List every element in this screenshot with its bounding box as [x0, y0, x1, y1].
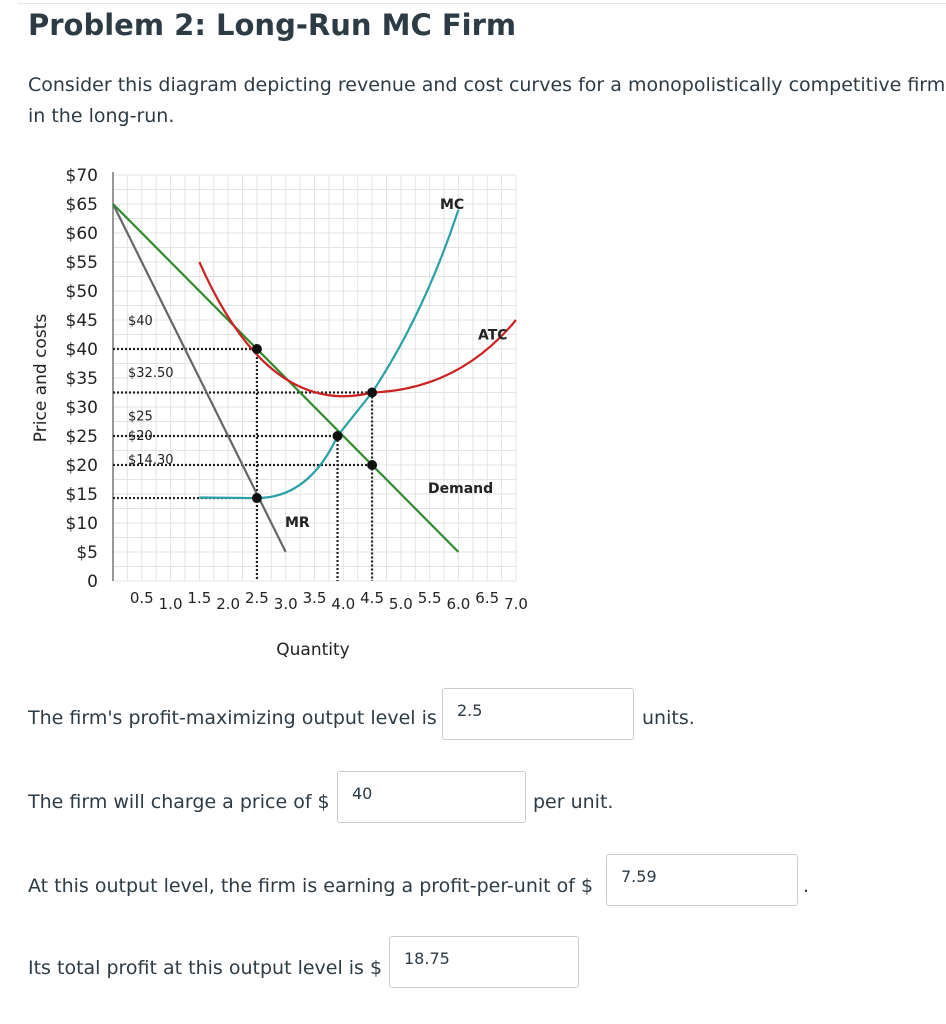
mc-label: MC: [440, 197, 465, 213]
x-tick-label: 3.5: [302, 589, 327, 607]
page-title: Problem 2: Long-Run MC Firm: [28, 8, 517, 42]
equilibrium-point: [333, 431, 343, 441]
x-tick-label: 1.0: [158, 595, 183, 613]
y-tick-label: $15: [65, 485, 98, 505]
q2-unit: per unit.: [533, 791, 614, 813]
q4-answer-input[interactable]: 18.75: [389, 936, 579, 988]
price-label: $32.50: [128, 366, 174, 382]
y-tick-label: $35: [65, 369, 98, 389]
y-tick-label: $30: [65, 398, 98, 418]
x-tick-label: 3.0: [273, 595, 298, 613]
equilibrium-point: [367, 460, 377, 470]
mr-label: MR: [285, 514, 310, 531]
x-tick-label: 4.0: [331, 595, 356, 613]
q2-answer-input[interactable]: 40: [337, 771, 526, 823]
x-tick-label: 5.5: [417, 589, 442, 607]
x-axis-title: Quantity: [276, 640, 350, 660]
y-tick-label: $40: [65, 340, 98, 360]
q4-text: Its total profit at this output level is $: [28, 957, 383, 979]
q1-answer-input[interactable]: 2.5: [442, 688, 634, 740]
q2-text: The firm will charge a price of $: [28, 791, 330, 813]
y-tick-label: $70: [65, 166, 98, 186]
y-tick-label: $10: [65, 514, 98, 534]
y-tick-label: $45: [65, 311, 98, 331]
atc-label: ATC: [478, 327, 508, 344]
y-tick-label: 0: [87, 572, 98, 592]
price-label: $14.30: [128, 453, 174, 469]
y-tick-label: $50: [65, 282, 98, 302]
tick-labels: [31, 166, 528, 660]
x-tick-label: 6.0: [446, 595, 471, 613]
x-tick-label: 7.0: [504, 595, 528, 613]
y-tick-label: $20: [65, 456, 98, 476]
x-tick-label: 0.5: [129, 589, 154, 607]
equilibrium-point: [252, 493, 262, 503]
x-tick-label: 2.5: [244, 589, 269, 607]
q3-answer-input[interactable]: 7.59: [606, 854, 798, 906]
q3-suffix: .: [803, 875, 810, 897]
intro-text: Consider this diagram depicting revenue and cost curves for a monopolistically competitive firm in the long-run.: [28, 74, 946, 127]
x-tick-label: 2.0: [216, 595, 241, 613]
x-tick-label: 1.5: [187, 589, 212, 607]
x-tick-label: 4.5: [360, 589, 385, 607]
equilibrium-point: [252, 344, 262, 354]
y-tick-label: $55: [65, 253, 98, 273]
y-axis-title: Price and costs: [31, 313, 51, 443]
q1-unit: units.: [642, 707, 695, 729]
top-divider: [18, 3, 946, 4]
price-label: $20: [128, 428, 153, 444]
x-tick-label: 5.0: [388, 595, 413, 613]
q3-text: At this output level, the firm is earning a profit-per-unit of $: [28, 875, 594, 897]
price-label: $40: [128, 314, 153, 329]
q1-text: The firm's profit-maximizing output level is: [28, 707, 437, 729]
y-tick-label: $60: [65, 224, 98, 244]
price-label: $25: [128, 409, 153, 425]
y-tick-label: $65: [65, 195, 98, 215]
equilibrium-point: [367, 388, 377, 398]
demand-label: Demand: [428, 481, 494, 498]
y-tick-label: $25: [65, 427, 98, 447]
y-tick-label: $5: [76, 543, 98, 563]
cost-curve-chart: [0, 150, 560, 670]
x-tick-label: 6.5: [475, 589, 500, 607]
